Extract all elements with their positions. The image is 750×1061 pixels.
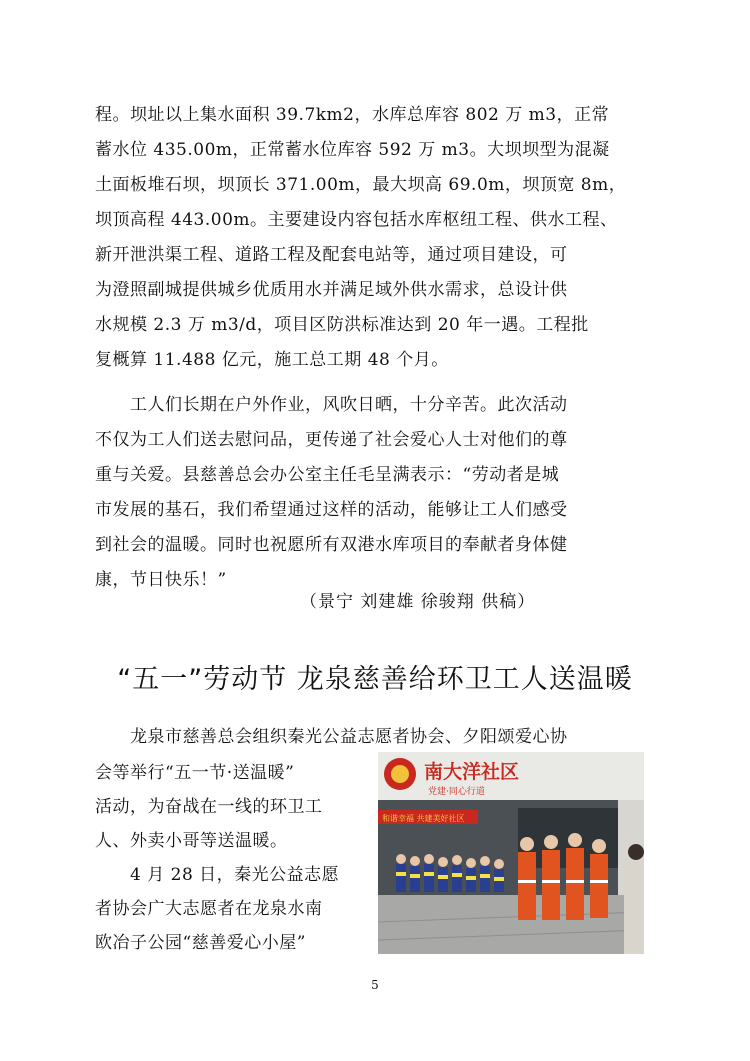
article-line: 人、外卖小哥等送温暖。 bbox=[95, 831, 288, 851]
article-line: 活动，为奋战在一线的环卫工 bbox=[95, 797, 323, 817]
article-line: 者协会广大志愿者在龙泉水南 bbox=[95, 899, 323, 919]
intro-line: 为澄照副城提供城乡优质用水并满足域外供水需求，总设计供 bbox=[95, 280, 568, 300]
article-wrap-paragraph bbox=[95, 756, 375, 858]
banner-text: 和谐幸福 共建美好社区 bbox=[382, 814, 465, 823]
intro-line: 蓄水位 435.00m，正常蓄水位库容 592 万 m3。大坝坝型为混凝 bbox=[95, 140, 610, 160]
article-line: 欧冶子公园“慈善爱心小屋” bbox=[95, 933, 306, 953]
workers-line: 重与关爱。县慈善总会办公室主任毛呈满表示：“劳动者是城 bbox=[95, 465, 560, 485]
intro-line: 复概算 11.488 亿元，施工总工期 48 个月。 bbox=[95, 350, 449, 370]
workers-line: 到社会的温暖。同时也祝愿所有双港水库项目的奉献者身体健 bbox=[95, 535, 568, 555]
workers-line: 市发展的基石，我们希望通过这样的活动，能够让工人们感受 bbox=[95, 500, 568, 520]
sign-subtext: 党建·同心行道 bbox=[428, 787, 485, 797]
event-photo bbox=[378, 752, 644, 954]
intro-paragraph bbox=[95, 98, 655, 378]
article-line: 龙泉市慈善总会组织秦光公益志愿者协会、夕阳颂爱心协 bbox=[95, 727, 568, 747]
article-title: “五一”劳动节 龙泉慈善给环卫工人送温暖 bbox=[117, 664, 633, 695]
workers-line: 工人们长期在户外作业，风吹日晒，十分辛苦。此次活动 bbox=[95, 395, 568, 415]
article-date-paragraph bbox=[95, 858, 375, 960]
workers-line: 康，节日快乐！” bbox=[95, 570, 227, 590]
intro-line: 新开泄洪渠工程、道路工程及配套电站等，通过项目建设，可 bbox=[95, 245, 568, 265]
workers-line: 不仅为工人们送去慰问品，更传递了社会爱心人士对他们的尊 bbox=[95, 430, 568, 450]
article-first-line bbox=[95, 720, 655, 755]
intro-line: 土面板堆石坝，坝顶长 371.00m，最大坝高 69.0m，坝顶宽 8m， bbox=[95, 175, 627, 195]
intro-line: 程。坝址以上集水面积 39.7km2，水库总库容 802 万 m3，正常 bbox=[95, 105, 610, 125]
event-photo-illustration bbox=[378, 752, 644, 954]
article-line: 4 月 28 日，秦光公益志愿 bbox=[95, 865, 340, 885]
article-line: 会等举行“五一节·送温暖” bbox=[95, 763, 295, 783]
workers-paragraph bbox=[95, 388, 655, 598]
intro-line: 水规模 2.3 万 m3/d，项目区防洪标准达到 20 年一遇。工程批 bbox=[95, 315, 589, 335]
intro-line: 坝顶高程 443.00m。主要建设内容包括水库枢纽工程、供水工程、 bbox=[95, 210, 618, 230]
page-number: 5 bbox=[371, 978, 379, 992]
author-credit: （景宁 刘建雄 徐骏翔 供稿） bbox=[300, 592, 536, 612]
sign-text: 南大洋社区 bbox=[424, 761, 520, 783]
